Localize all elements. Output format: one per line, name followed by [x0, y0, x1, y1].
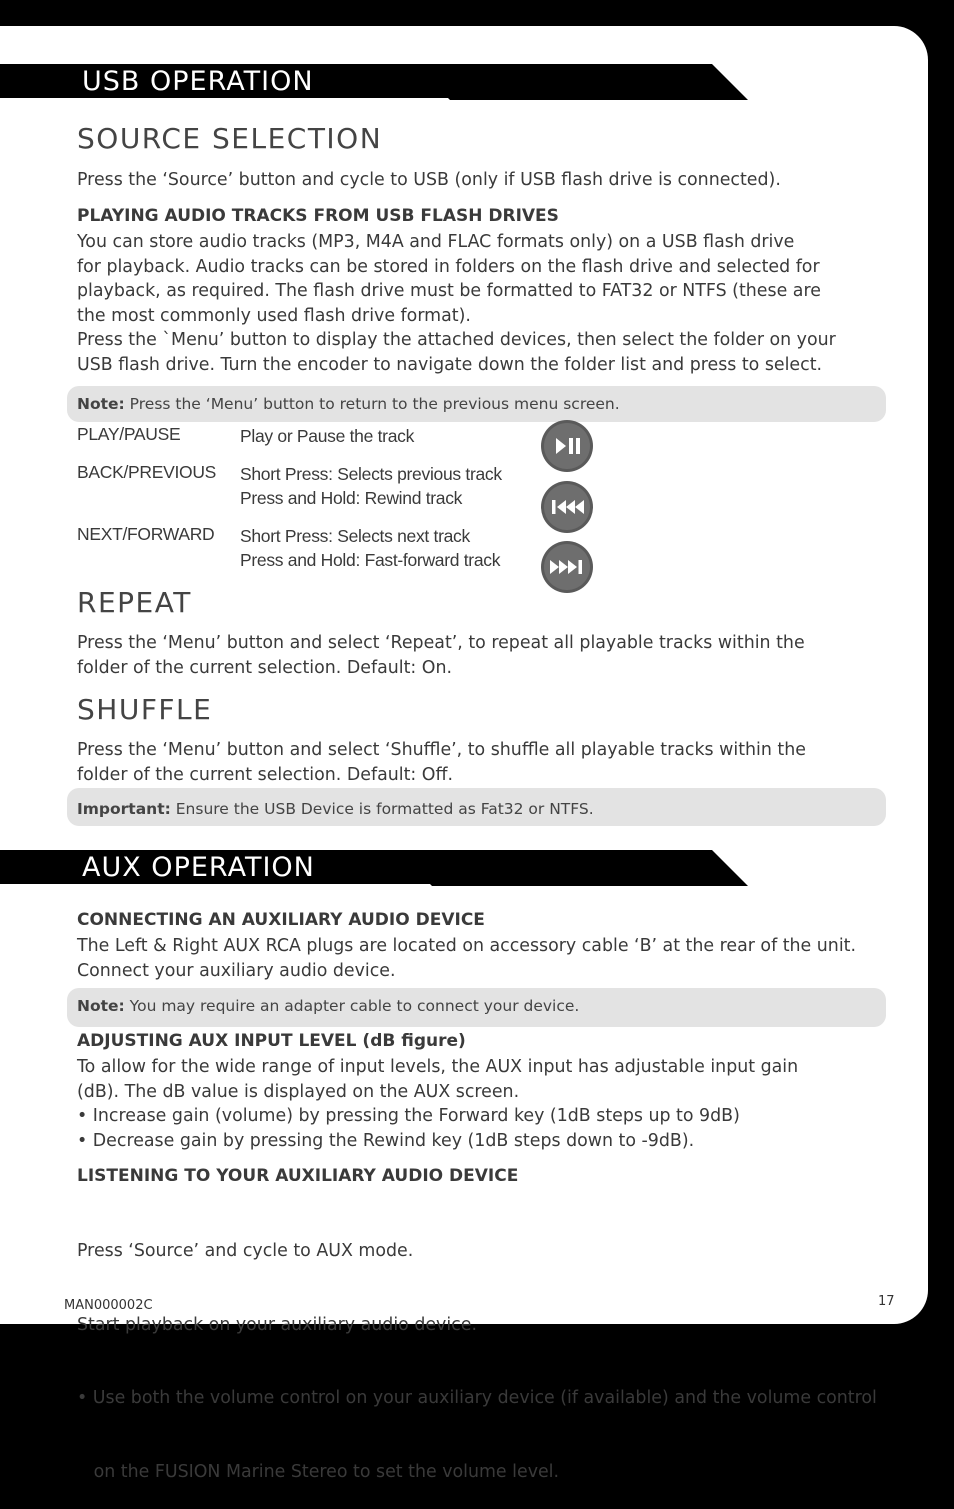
important-label: Important: [77, 800, 171, 818]
bullet-item: • Decrease gain by pressing the Rewind key (1dB steps down to -9dB). [77, 1130, 695, 1151]
note-label: Note: [77, 395, 125, 413]
control-label-back-previous: BACK/PREVIOUS [77, 462, 217, 482]
control-desc-line: Short Press: Selects next track [240, 526, 470, 546]
usb-operation-title: USB OPERATION [82, 66, 314, 97]
document-code: MAN000002C [64, 1298, 153, 1313]
body-line: You can store audio tracks (MP3, M4A and FLAC formats only) on a USB flash drive [77, 232, 795, 252]
shuffle-heading: SHUFFLE [77, 693, 213, 726]
control-desc-back-previous [240, 462, 502, 510]
body-line: folder of the current selection. Default: On. [77, 657, 453, 678]
note-text: You may require an adapter cable to connect your device. [124, 997, 580, 1015]
source-selection-text: Press the ‘Source’ button and cycle to USB (only if USB flash drive is connected). [77, 170, 781, 190]
usb-operation-banner [0, 64, 750, 100]
control-desc-play-pause [240, 424, 414, 448]
bullet-item: on the FUSION Marine Stereo to set the volume level. [77, 1461, 560, 1482]
source-selection-heading: SOURCE SELECTION [77, 122, 383, 155]
repeat-body [77, 631, 887, 680]
note-text: Press the ‘Menu’ button to return to the previous menu screen. [124, 395, 620, 413]
connecting-aux-subheading: CONNECTING AN AUXILIARY AUDIO DEVICE [77, 910, 485, 930]
aux-operation-title: AUX OPERATION [82, 852, 315, 883]
body-line: playback, as required. The flash drive must be formatted to FAT32 or NTFS (these are [77, 281, 821, 301]
adjusting-aux-body [77, 1055, 887, 1153]
adjusting-aux-subheading: ADJUSTING AUX INPUT LEVEL (dB figure) [77, 1031, 466, 1051]
body-line: Press the ‘Menu’ button and select ‘Shuffle’, to shuffle all playable tracks within the [77, 740, 806, 760]
control-label-next-forward: NEXT/FORWARD [77, 524, 215, 544]
body-line: USB flash drive. Turn the encoder to navigate down the folder list and press to select. [77, 354, 823, 375]
shuffle-body [77, 738, 887, 787]
connecting-aux-body [77, 934, 887, 983]
playing-audio-body [77, 230, 887, 377]
control-desc-line: Short Press: Selects previous track [240, 464, 502, 484]
listening-aux-body [77, 1190, 887, 1509]
body-line: for playback. Audio tracks can be stored in folders on the flash drive and selected for [77, 256, 820, 277]
note-label: Note: [77, 997, 125, 1015]
control-desc-line: Press and Hold: Rewind track [240, 488, 463, 508]
body-line: To allow for the wide range of input levels, the AUX input has adjustable input gain [77, 1057, 799, 1077]
body-line: (dB). The dB value is displayed on the AUX screen. [77, 1081, 520, 1102]
control-desc-line: Play or Pause the track [240, 426, 415, 446]
menu-note-box [67, 386, 886, 422]
body-line: the most commonly used flash drive format). [77, 305, 471, 326]
control-desc-next-forward [240, 524, 500, 572]
body-line: Press ‘Source’ and cycle to AUX mode. [77, 1241, 414, 1261]
aux-operation-banner [0, 850, 750, 886]
important-text: Ensure the USB Device is formatted as Fat32 or NTFS. [170, 800, 594, 818]
listening-aux-subheading: LISTENING TO YOUR AUXILIARY AUDIO DEVICE [77, 1166, 519, 1186]
previous-track-icon [539, 479, 595, 535]
play-pause-icon [539, 418, 595, 474]
body-line: Connect your auxiliary audio device. [77, 960, 396, 981]
important-note-box [67, 788, 886, 826]
adapter-note-box [67, 988, 886, 1027]
repeat-heading: REPEAT [77, 586, 192, 619]
body-line: folder of the current selection. Default: Off. [77, 764, 453, 785]
body-line: Press the `Menu’ button to display the attached devices, then select the folder on your [77, 330, 836, 350]
page-number: 17 [878, 1294, 895, 1309]
body-line: The Left & Right AUX RCA plugs are located on accessory cable ‘B’ at the rear of the unit. [77, 936, 857, 956]
control-label-play-pause: PLAY/PAUSE [77, 424, 181, 444]
next-track-icon [539, 539, 595, 595]
control-desc-line: Press and Hold: Fast-forward track [240, 550, 501, 570]
bullet-item: • Increase gain (volume) by pressing the Forward key (1dB steps up to 9dB) [77, 1106, 740, 1126]
bullet-item: • Use both the volume control on your auxiliary device (if available) and the volume control [77, 1388, 877, 1408]
body-line: Start playback on your auxiliary audio device. [77, 1314, 477, 1335]
playing-audio-subheading: PLAYING AUDIO TRACKS FROM USB FLASH DRIVES [77, 206, 559, 226]
body-line: Press the ‘Menu’ button and select ‘Repeat’, to repeat all playable tracks within the [77, 633, 805, 653]
